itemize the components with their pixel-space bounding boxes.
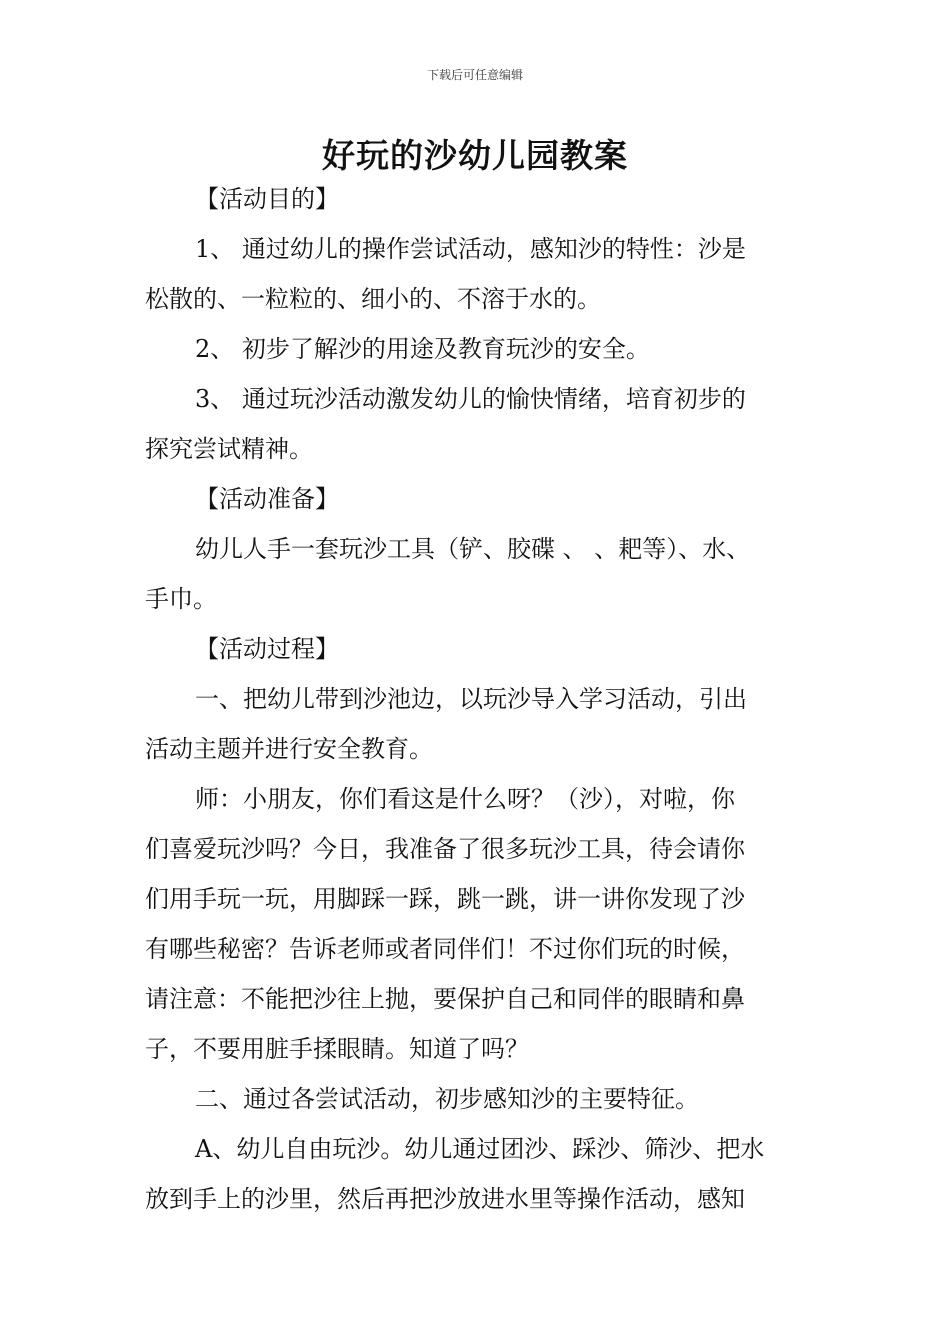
paragraph-line: A、幼儿自由玩沙。幼儿通过团沙、踩沙、筛沙、把水	[195, 1135, 765, 1163]
paragraph-line: 2、 初步了解沙的用途及教育玩沙的安全。	[195, 335, 650, 363]
section-heading-preparation: 【活动准备】	[195, 485, 339, 513]
paragraph-line: 幼儿人手一套玩沙工具（铲、胶碟 、 、耙等）、水、	[195, 535, 751, 563]
page-header: 下载后可任意编辑	[426, 68, 523, 82]
paragraph-line: 探究尝试精神。	[145, 435, 313, 463]
paragraph-line: 们用手玩一玩，用脚踩一踩，跳一跳，讲一讲你发现了沙	[145, 885, 745, 913]
section-heading-process: 【活动过程】	[195, 635, 339, 663]
section-heading-objectives: 【活动目的】	[195, 185, 339, 213]
paragraph-line: 活动主题并进行安全教育。	[145, 735, 433, 763]
paragraph-line: 请注意：不能把沙往上抛，要保护自己和同伴的眼睛和鼻	[145, 985, 745, 1013]
paragraph-line: 有哪些秘密？告诉老师或者同伴们！不过你们玩的时候，	[145, 935, 745, 963]
paragraph-line: 们喜爱玩沙吗？今日，我准备了很多玩沙工具，待会请你	[145, 835, 745, 863]
paragraph-line: 放到手上的沙里，然后再把沙放进水里等操作活动，感知	[145, 1185, 745, 1213]
paragraph-line: 松散的、一粒粒的、细小的、不溶于水的。	[145, 285, 601, 313]
paragraph-line: 师：小朋友，你们看这是什么呀？（沙），对啦，你	[195, 785, 735, 813]
paragraph-line: 1、 通过幼儿的操作尝试活动，感知沙的特性：沙是	[195, 235, 746, 263]
document-title: 好玩的沙幼儿园教案	[322, 136, 628, 175]
paragraph-line: 一、把幼儿带到沙池边，以玩沙导入学习活动，引出	[195, 685, 747, 713]
paragraph-line: 3、 通过玩沙活动激发幼儿的愉快情绪，培育初步的	[195, 385, 746, 413]
paragraph-line: 子，不要用脏手揉眼睛。知道了吗？	[145, 1035, 529, 1063]
paragraph-line: 二、通过各尝试活动，初步感知沙的主要特征。	[195, 1085, 699, 1113]
paragraph-line: 手巾。	[145, 585, 217, 613]
